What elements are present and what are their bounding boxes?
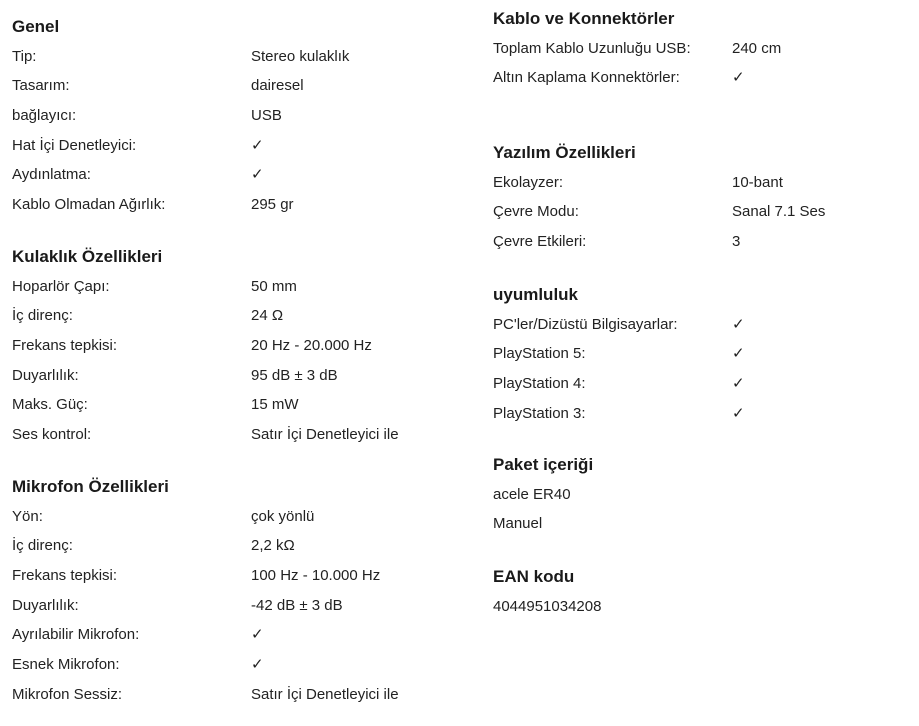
spec-label: Tip:	[12, 47, 37, 65]
spec-label: Ayrılabilir Mikrofon:	[12, 626, 140, 644]
spec-label: Hat İçi Denetleyici:	[12, 136, 137, 154]
spec-row	[12, 276, 472, 298]
spec-label: Duyarlılık:	[12, 366, 79, 384]
list-item: Manuel	[493, 515, 543, 533]
spec-label: PlayStation 3:	[493, 404, 586, 422]
spec-row	[493, 403, 913, 425]
spec-row	[493, 201, 913, 223]
check-icon: ✓	[251, 166, 264, 184]
spec-label: PC'ler/Dizüstü Bilgisayarlar:	[493, 315, 678, 333]
spec-label: Esnek Mikrofon:	[12, 656, 120, 674]
spec-row	[12, 305, 472, 327]
spec-value: 240 cm	[732, 39, 782, 57]
section-ean-kodu	[493, 566, 913, 618]
spec-label: Hoparlör Çapı:	[12, 277, 110, 295]
spec-row	[493, 38, 913, 60]
list-item: acele ER40	[493, 485, 571, 503]
spec-label: Yön:	[12, 507, 43, 525]
spec-row	[12, 595, 472, 617]
spec-label: bağlayıcı:	[12, 107, 77, 125]
spec-label: İç direnç:	[12, 537, 73, 555]
spec-value: 95 dB ± 3 dB	[251, 366, 338, 384]
spec-value: 295 gr	[251, 196, 294, 214]
check-icon: ✓	[732, 69, 745, 87]
section-title: Paket içeriği	[493, 455, 594, 474]
spec-label: Ekolayzer:	[493, 173, 564, 191]
spec-value: dairesel	[251, 77, 304, 95]
section-yaz-l-m-o-zellikleri	[493, 142, 913, 253]
spec-label: Frekans tepkisi:	[12, 337, 118, 355]
spec-row	[493, 231, 913, 253]
spec-row	[493, 314, 913, 336]
spec-row	[12, 654, 472, 676]
spec-label: Tasarım:	[12, 77, 70, 95]
spec-row	[493, 373, 913, 395]
spec-value: 24 Ω	[251, 307, 284, 325]
spec-row	[12, 535, 472, 557]
spec-label: Çevre Etkileri:	[493, 233, 587, 251]
spec-value: çok yönlü	[251, 507, 315, 525]
spec-label: Duyarlılık:	[12, 596, 79, 614]
spec-value: 3	[732, 233, 741, 251]
section-title: Yazılım Özellikleri	[493, 143, 636, 162]
section-genel	[12, 16, 472, 216]
spec-row	[12, 624, 472, 646]
section-title: uyumluluk	[493, 285, 579, 304]
spec-label: Kablo Olmadan Ağırlık:	[12, 196, 166, 214]
spec-label: Çevre Modu:	[493, 203, 579, 221]
spec-row	[12, 394, 472, 416]
spec-label: Frekans tepkisi:	[12, 567, 118, 585]
spec-label: PlayStation 5:	[493, 345, 586, 363]
section-title: Kulaklık Özellikleri	[12, 247, 163, 266]
spec-row	[12, 565, 472, 587]
spec-row	[12, 194, 472, 216]
spec-row	[12, 75, 472, 97]
spec-label: Altın Kaplama Konnektörler:	[493, 69, 680, 87]
section-paket-ic-erig-i	[493, 454, 913, 535]
section-title: Kablo ve Konnektörler	[493, 9, 675, 28]
spec-value: Satır İçi Denetleyici ile	[251, 685, 399, 703]
check-icon: ✓	[732, 345, 745, 363]
spec-row	[12, 424, 472, 446]
spec-row	[12, 684, 472, 706]
spec-label: İç direnç:	[12, 307, 73, 325]
spec-row	[12, 335, 472, 357]
spec-label: PlayStation 4:	[493, 375, 586, 393]
spec-row	[12, 506, 472, 528]
section-title: Genel	[12, 17, 60, 36]
section-uyumluluk	[493, 284, 913, 425]
spec-label: Mikrofon Sessiz:	[12, 685, 123, 703]
spec-label: Aydınlatma:	[12, 166, 91, 184]
spec-value: Sanal 7.1 Ses	[732, 203, 826, 221]
spec-value: 100 Hz - 10.000 Hz	[251, 567, 381, 585]
section-title: Mikrofon Özellikleri	[12, 477, 169, 496]
check-icon: ✓	[251, 136, 264, 154]
spec-value: 2,2 kΩ	[251, 537, 295, 555]
spec-row	[493, 172, 913, 194]
section-kablo-ve-konnekto-rler	[493, 8, 913, 89]
list-item: 4044951034208	[493, 597, 602, 615]
check-icon: ✓	[732, 315, 745, 333]
spec-row	[493, 67, 913, 89]
check-icon: ✓	[251, 626, 264, 644]
check-icon: ✓	[732, 404, 745, 422]
spec-label: Toplam Kablo Uzunluğu USB:	[493, 39, 691, 57]
spec-value: 15 mW	[251, 396, 299, 414]
spec-value: Stereo kulaklık	[251, 47, 350, 65]
spec-value: Satır İçi Denetleyici ile	[251, 426, 399, 444]
check-icon: ✓	[732, 375, 745, 393]
spec-value: -42 dB ± 3 dB	[251, 596, 343, 614]
spec-value: 50 mm	[251, 277, 297, 295]
check-icon: ✓	[251, 656, 264, 674]
spec-label: Ses kontrol:	[12, 426, 92, 444]
spec-row	[12, 105, 472, 127]
section-kulakl-k-o-zellikleri	[12, 246, 472, 446]
section-title: EAN kodu	[493, 567, 575, 586]
spec-value: 20 Hz - 20.000 Hz	[251, 337, 372, 355]
spec-row	[12, 164, 472, 186]
spec-row	[12, 365, 472, 387]
spec-value: 10-bant	[732, 173, 783, 191]
spec-row	[12, 46, 472, 68]
spec-row	[12, 135, 472, 157]
section-mikrofon-o-zellikleri	[12, 476, 472, 706]
spec-value: USB	[251, 107, 282, 125]
spec-label: Maks. Güç:	[12, 396, 88, 414]
spec-row	[493, 343, 913, 365]
